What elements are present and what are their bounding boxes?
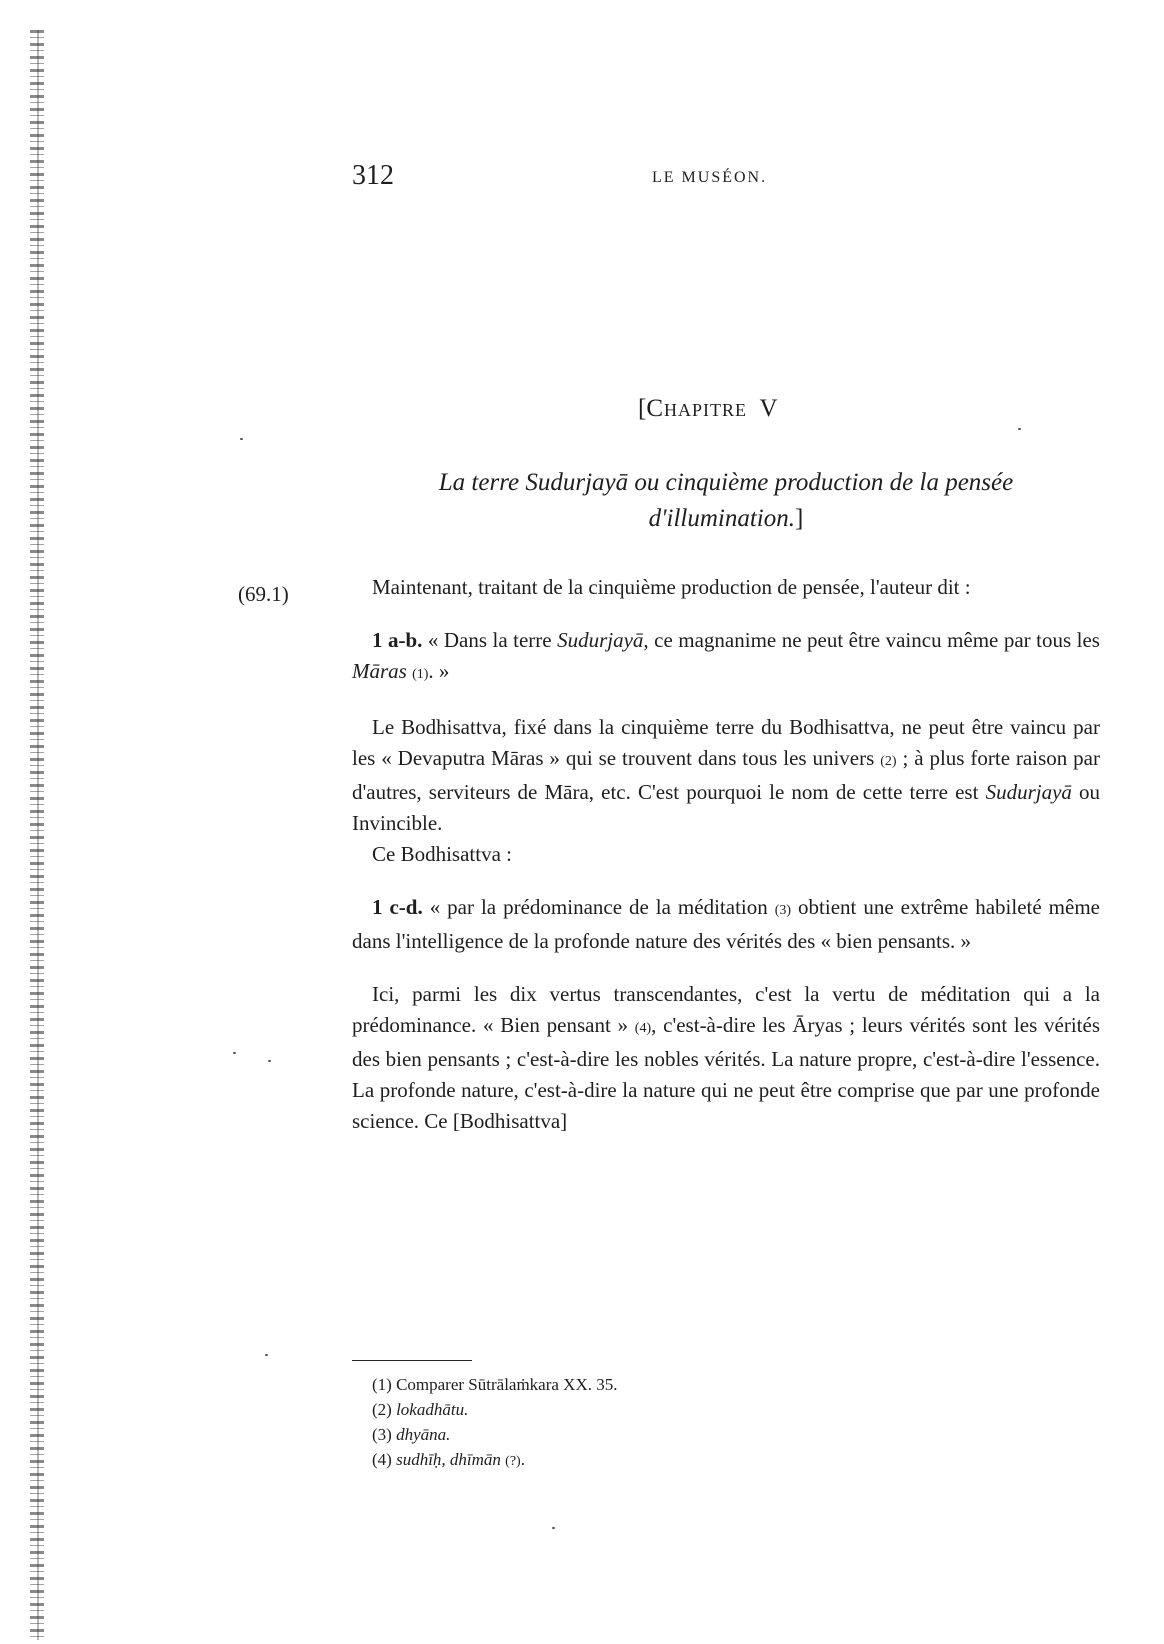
footnote-ref-3: (3) [774,903,792,918]
chapter-open-bracket: [ [638,395,647,422]
scan-speck [240,438,243,440]
margin-reference: (69.1) [238,582,289,606]
footnote-4: (4) sudhīḥ, dhīmān (?). [372,1450,525,1469]
footnote-ref-4: (4) [634,1021,652,1036]
verse-label-1cd: 1 c-d. [372,895,423,919]
scan-speck [1018,428,1021,430]
body-text [352,572,1100,1137]
term-sudurjaya: Sudurjayā [557,628,644,652]
scan-speck [268,1060,271,1062]
footnote-separator [352,1360,472,1361]
term-sudurjaya-2: Sudurjayā [985,780,1072,804]
footnote-2: (2) lokadhātu. [372,1400,469,1419]
chapter-label: Chapitre [646,395,748,422]
scan-speck [552,1527,555,1529]
chapter-close-bracket: ] [795,505,804,532]
paragraph-6: Ici, parmi les dix vertus transcendantes, c'est la vertu de méditation qui a la prédominance. « Bien pensant » (4), c'est-à-dire les Āryas ; leurs vérités sont les vérités des bien pensants ; c'est-à-dire les nobles vérités. La nature propre, c'est-à-dire l'essence. La profonde nature, c'est-à-dire la nature qui ne peut être comprise que par une profonde science. Ce [Bodhisattva] [352,982,1100,1133]
footnote-1: (1) Comparer Sūtrālaṁkara XX. 35. [372,1375,618,1394]
paragraph-2: 1 a-b. « Dans la terre Sudurjayā, ce magnanime ne peut être vaincu même par tous les Māras (1). » [352,628,1100,683]
chapter-title [352,465,1100,537]
paragraph-3: Le Bodhisattva, fixé dans la cinquième terre du Bodhisattva, ne peut être vaincu par les « Devaputra Māras » qui se trouvent dans tous les univers (2) ; à plus forte raison par d'autres, serviteurs de Māra, etc. C'est pourquoi le nom de cette terre est Sudurjayā ou Invincible. [352,715,1101,835]
verse-label-1ab: 1 a-b. [372,628,423,652]
footnote-3: (3) dhyāna. [372,1425,451,1444]
chapter-title-line-1: La terre Sudurjayā ou cinquième production de la pensée [438,469,1014,496]
page-number: 312 [352,160,394,191]
running-head: LE MUSÉON. [652,169,768,186]
scan-speck [265,1354,268,1356]
chapter-title-line-2: d'illumination. [648,505,795,532]
footnote-ref-2: (2) [880,754,897,769]
page-header [352,160,1100,200]
paragraph-5: 1 c-d. « par la prédominance de la méditation (3) obtient une extrême habileté même dans l'intelligence de la profonde nature des vérités des « bien pensants. » [352,895,1100,953]
chapter-number: V [759,395,778,422]
chapter-heading [638,395,778,423]
paragraph-1: Maintenant, traitant de la cinquième production de pensée, l'auteur dit : [372,575,971,599]
scan-speck [233,1052,236,1054]
footnotes [372,1372,618,1474]
paragraph-4: Ce Bodhisattva : [372,842,512,866]
footnote-ref-1: (1) [412,667,429,682]
term-maras: Māras [352,659,407,683]
